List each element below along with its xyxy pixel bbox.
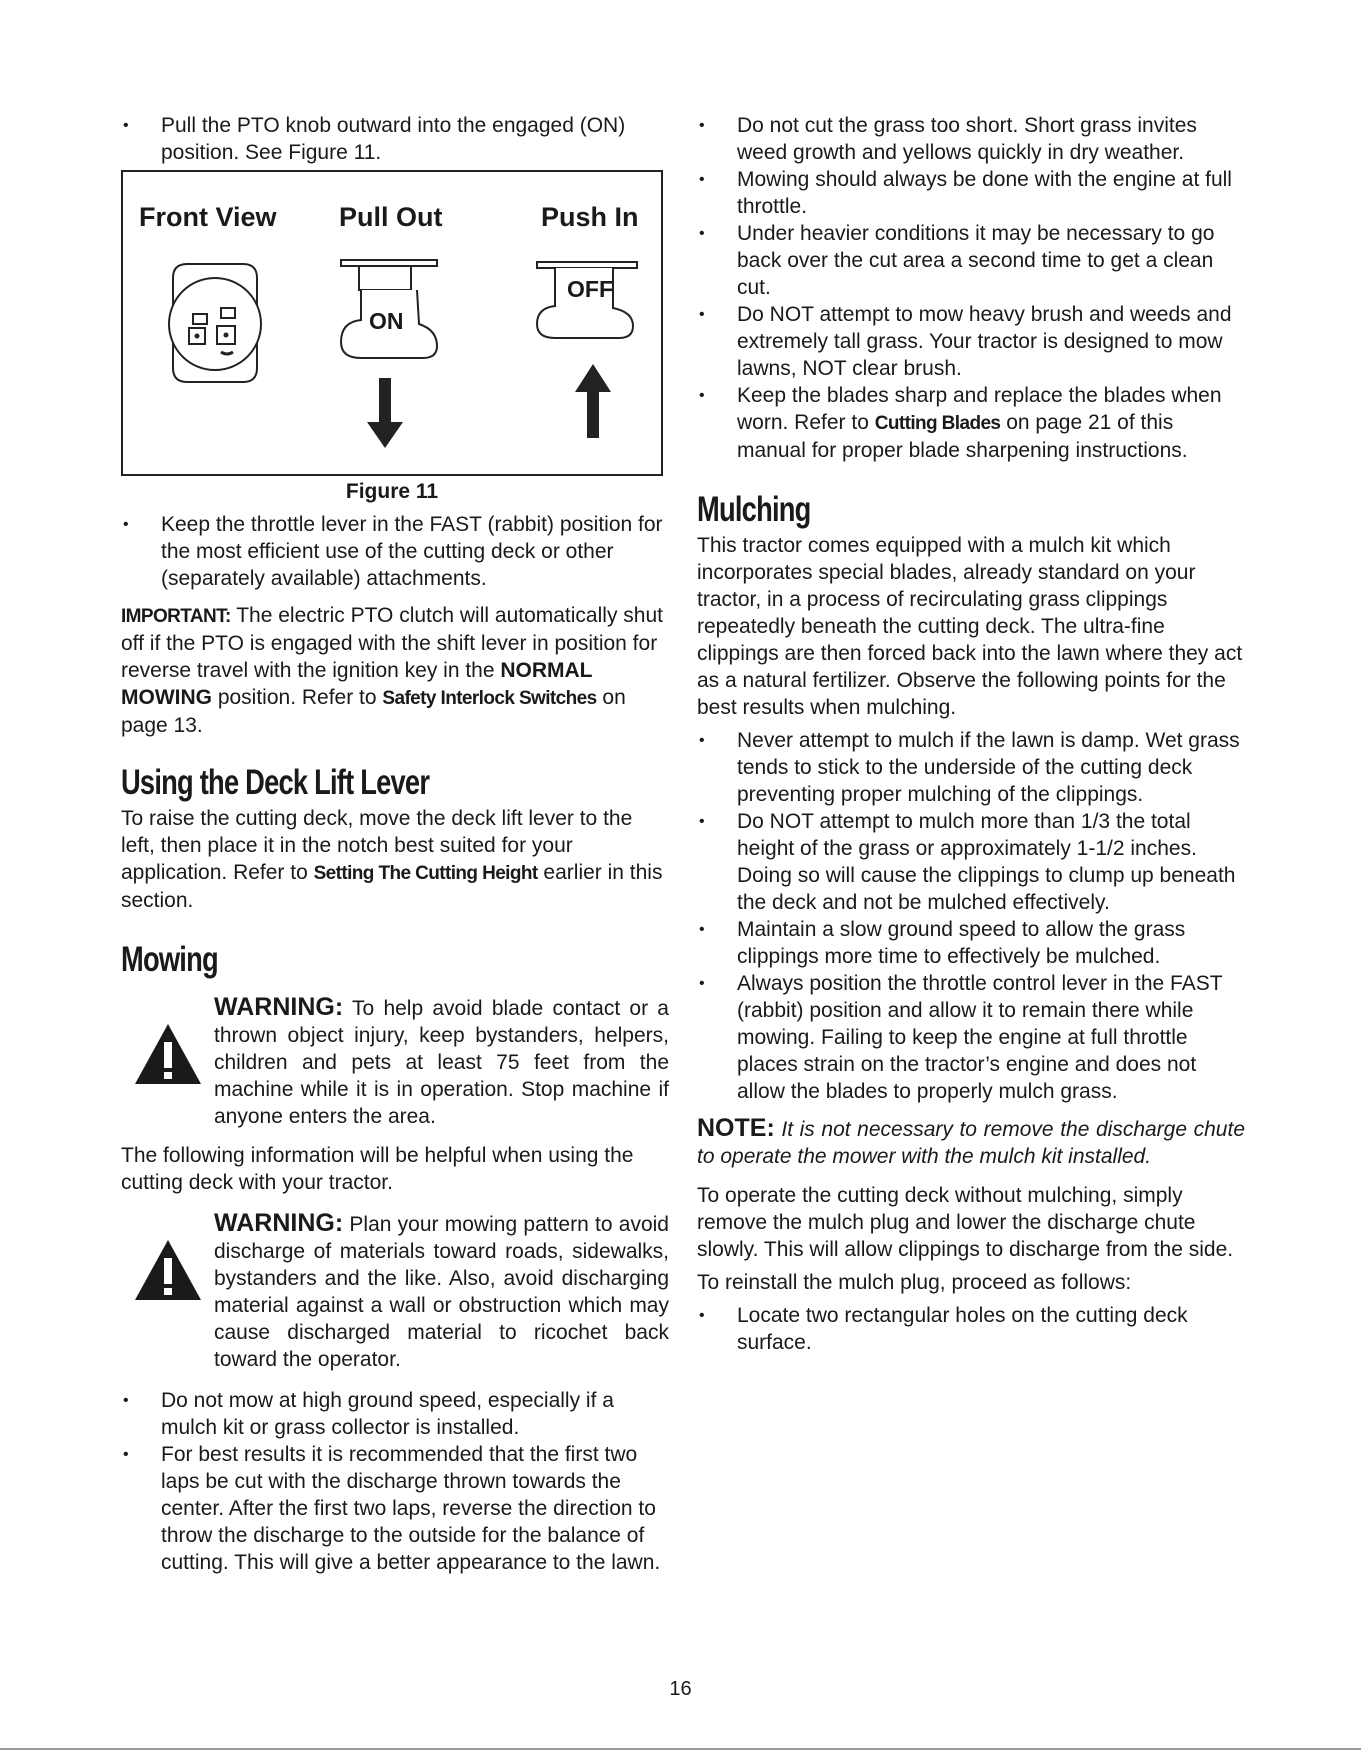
- warning-text: WARNING: To help avoid blade contact or a thrown object injury, keep bystanders, helpers, children and pets at least 75 feet from the machine while it is in operation. Stop machine if anyone enters the area.: [214, 993, 669, 1128]
- list-item: • Locate two rectangular holes on the cutting deck surface.: [697, 1302, 1245, 1356]
- right-column: [697, 112, 1245, 1356]
- reinstall-bullet-list: [697, 1302, 1245, 1356]
- heading-mowing: Mowing: [121, 940, 218, 979]
- knob-on-label: ON: [369, 308, 404, 334]
- warning-text: WARNING: Plan your mowing pattern to avoid discharge of materials toward roads, sidewalks, bystanders and the like. Also, avoid discharging material against a wall or obstruction which may cause discharged material to ricochet back toward the operator.: [214, 1209, 669, 1371]
- note-text: It is not necessary to remove the discharge chute to operate the mower with the mulch kit installed.: [697, 1118, 1245, 1168]
- warning-triangle-icon: [133, 1238, 203, 1302]
- important-paragraph: IMPORTANT: The electric PTO clutch will automatically shut off if the PTO is engaged with the shift lever in position for reverse travel with the ignition key in the NORMAL MOWING position. Refer to Safety Interlock Switches on page 13.: [121, 604, 663, 737]
- warning-label: WARNING:: [214, 993, 344, 1021]
- list-item: • Do not mow at high ground speed, especially if a mulch kit or grass collector is installed.: [121, 1387, 669, 1441]
- list-item: • Pull the PTO knob outward into the engaged (ON) position. See Figure 11.: [121, 112, 669, 166]
- mowing-bullet-list: [121, 1387, 669, 1576]
- left-column: [121, 112, 669, 1576]
- intro-bullet-list: [121, 112, 669, 166]
- pto-knob-front-icon: [163, 258, 267, 388]
- figure-caption: Figure 11: [345, 480, 439, 503]
- list-item: • Under heavier conditions it may be necessary to go back over the cut area a second time to get a clean cut.: [697, 220, 1245, 301]
- note-label: NOTE:: [697, 1114, 775, 1142]
- list-item: • Never attempt to mulch if the lawn is damp. Wet grass tends to stick to the underside of the cutting deck preventing proper mulching of the clippings.: [697, 727, 1245, 808]
- list-item: • Keep the throttle lever in the FAST (rabbit) position for the most efficient use of the cutting deck or other (separately available) attachments.: [121, 511, 669, 592]
- warning-triangle-icon: [133, 1022, 203, 1086]
- figure-label-front-view: Front View: [139, 202, 277, 232]
- cutting-height-reference: Setting The Cutting Height: [313, 863, 538, 884]
- list-item: • Keep the blades sharp and replace the blades when worn. Refer to Cutting Blades on page 21 of this manual for proper blade sharpening instructions.: [697, 382, 1245, 464]
- list-item: • Maintain a slow ground speed to allow the grass clippings more time to effectively be mulched.: [697, 916, 1245, 970]
- list-item: • Mowing should always be done with the engine at full throttle.: [697, 166, 1245, 220]
- throttle-bullet-list: [121, 511, 669, 592]
- list-item: • Always position the throttle control lever in the FAST (rabbit) position and allow it to remain there while mowing. Failing to keep the engine at full throttle places strain on the tractor’s engine and does not allow the blades to properly mulch grass.: [697, 970, 1245, 1105]
- without-mulching-paragraph: To operate the cutting deck without mulching, simply remove the mulch plug and lower the discharge chute slowly. This will allow clippings to discharge from the side.: [697, 1184, 1234, 1261]
- figure-label-push-in: Push In: [541, 202, 639, 232]
- pto-knob-pull-out-icon: [337, 258, 447, 458]
- mulching-intro-paragraph: This tractor comes equipped with a mulch kit which incorporates special blades, already standard on your tractor, in a process of recirculating grass clippings repeatedly beneath the cutting deck. The ultra-fine clippings are then forced back into the lawn where they act as a natural fertilizer. Observe the following points for the best results when mulching.: [697, 534, 1243, 719]
- warning-block-discharge: [121, 1210, 669, 1373]
- normal-mowing-label: NORMAL MOWING: [121, 659, 593, 709]
- page-number: 16: [669, 1678, 692, 1700]
- warning-label: WARNING:: [214, 1209, 344, 1237]
- list-item: • Do NOT attempt to mow heavy brush and weeds and extremely tall grass. Your tractor is designed to mow lawns, NOT clear brush.: [697, 301, 1245, 382]
- important-label: IMPORTANT:: [121, 606, 231, 627]
- list-item: • For best results it is recommended that the first two laps be cut with the discharge thrown towards the center. After the first two laps, reverse the direction to throw the discharge to the outside for the balance of cutting. This will give a better appearance to the lawn.: [121, 1441, 669, 1576]
- mulching-bullet-list: [697, 727, 1245, 1105]
- figure-label-pull-out: Pull Out: [339, 202, 443, 232]
- mowing-tips-list: [697, 112, 1245, 464]
- heading-mulching: Mulching: [697, 490, 811, 529]
- reinstall-paragraph: To reinstall the mulch plug, proceed as follows:: [697, 1271, 1132, 1294]
- warning-block-bystanders: [121, 994, 669, 1130]
- page-bottom-rule: [0, 1748, 1361, 1750]
- mowing-info-paragraph: The following information will be helpful when using the cutting deck with your tractor.: [121, 1144, 634, 1194]
- deck-lift-paragraph: To raise the cutting deck, move the deck lift lever to the left, then place it in the notch best suited for your application. Refer to Setting The Cutting Height earlier in this section.: [121, 807, 663, 912]
- cutting-blades-reference: Cutting Blades: [874, 413, 1001, 434]
- heading-deck-lift-lever: Using the Deck Lift Lever: [121, 763, 430, 802]
- list-item: • Do NOT attempt to mulch more than 1/3 the total height of the grass or approximately 1-1/2 inches. Doing so will cause the clippings to clump up beneath the deck and not be mulched effectively.: [697, 808, 1245, 916]
- knob-off-label: OFF: [567, 276, 613, 302]
- note-paragraph: [697, 1115, 1245, 1170]
- figure-11: [121, 170, 663, 476]
- safety-interlock-reference: Safety Interlock Switches: [382, 688, 597, 709]
- list-item: • Do not cut the grass too short. Short grass invites weed growth and yellows quickly in dry weather.: [697, 112, 1245, 166]
